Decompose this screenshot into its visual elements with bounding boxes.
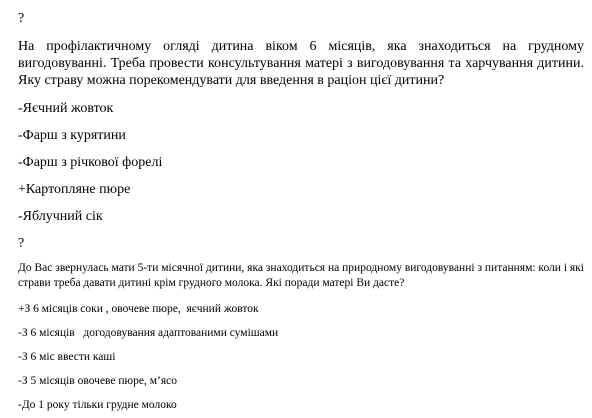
- question-2-option-2: -З 6 місяців догодовування адаптованими сумішами: [18, 327, 279, 339]
- question-2-text: До Вас звернулась мати 5-ти місячної дитини, яка знаходиться на природному вигодовуванні з питанням: коли і які страви треба давати дитині крім грудного молока. Які поради матері Ви дасте?: [18, 262, 584, 289]
- question-1-option-4: +Картопляне пюре: [18, 182, 131, 197]
- question-2-marker: ?: [18, 236, 25, 251]
- question-1-option-5: -Яблучний сік: [18, 209, 103, 224]
- question-2-option-3: -З 6 міс ввести каші: [18, 351, 116, 363]
- question-2-option-4: -З 5 місяців овочеве пюре, м’ясо: [18, 375, 177, 387]
- question-2-option-1: +З 6 місяців соки , овочеве пюре, яєчний жовток: [18, 303, 259, 315]
- question-1-option-3: -Фарш з річкової форелі: [18, 155, 163, 170]
- question-1-option-1: -Яєчний жовток: [18, 101, 114, 116]
- question-1-option-2: -Фарш з курятини: [18, 128, 126, 143]
- question-2-option-5: -До 1 року тільки грудне молоко: [18, 399, 177, 411]
- question-1-marker: ?: [18, 11, 25, 26]
- question-1-text: На профілактичному огляді дитина віком 6 місяців, яка знаходиться на грудному вигодовуванні. Треба провести консультування матері з вигодовування та харчування дитини. Яку страву можна порекомендувати для введення в раціон цієї дитини?: [18, 39, 584, 88]
